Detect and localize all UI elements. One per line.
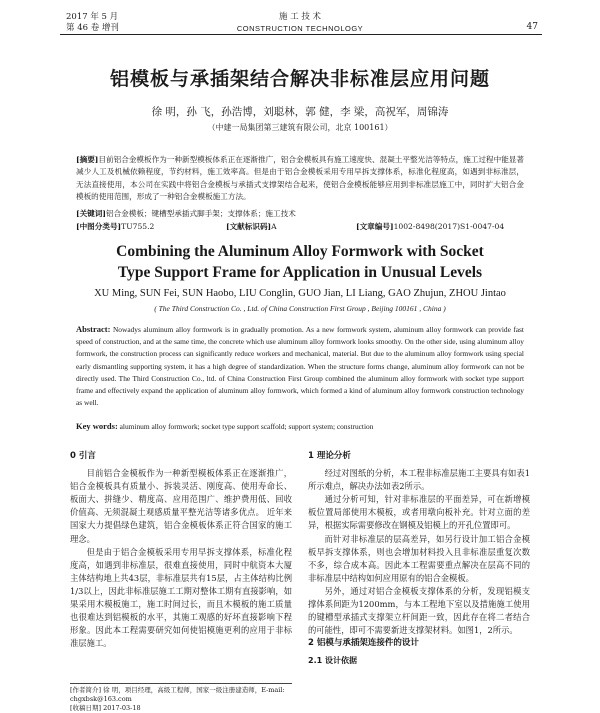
affiliation-chinese: （中建一局集团第三建筑有限公司，北京 100161） [207, 123, 393, 132]
article-value: 1002-8498(2017)S1-0047-04 [393, 222, 505, 231]
title-english-line-2: Type Support Frame for Application in Unusual Levels [117, 264, 483, 281]
paragraph: 目前铝合金模板作为一种新型模板体系正在逐渐推广，铝合金模板具有质量小、拆装灵活、刚度高、使用寿命长、板面大、拼缝少、精度高、应用范围广、维护费用低、回收价值高、无须混凝土观感质量平整光洁等诸多优点。 近年来国家大力提倡绿色建筑，铝合金模板体系正符合国家的施工理念。 [70, 468, 292, 544]
paragraph: 通过分析可知，针对非标准层的平面差异，可在新增模板位置局部使用木模板，或者用墩向板补充。针对立面的差异，根据实际需要修改在钢模及铝模上的开孔位置即可。 [308, 494, 530, 531]
keywords-text-en: aluminum alloy formwork; socket type support scaffold; support system; construction [119, 422, 374, 431]
journal-name-cn: 施 工 技 术 [278, 12, 322, 22]
issue-date: 2017 年 5 月 [66, 12, 119, 22]
keywords-english [76, 421, 524, 431]
abstract-text-en: Nowadys aluminum alloy formwork is in gradually promotion. As a new formwork system, aluminum alloy formwork can provide fast speed of construction, and at the same time, the concrete which use aluminum alloy formwork looks smoothy. On the other side, using aluminum alloy formwork, the construction process can significantly reduce workers and mechanical, material. But due to the aluminum alloy formwork using special early dismantling supporting system, it has a high degree of standardization. When the structure forms change, aluminum alloy formwork can not be directly used. The Third Construction Co., ltd. of China Construction First Group combined the aluminum alloy formwork with socket type support frame and effectively expand the application of aluminum alloy formwork, which formed a kind of aluminum alloy formwork construction technology as well. [76, 325, 524, 408]
subsection-heading: 2.1 设计依据 [308, 656, 357, 666]
keywords-chinese [76, 208, 524, 219]
body-column-left [70, 450, 292, 650]
issue-info [66, 12, 119, 34]
keywords-text-cn: 铝合金模板；键槽型承插式脚手架；支撑体系；施工技术 [105, 209, 296, 218]
abstract-english [76, 323, 524, 409]
section-heading-introduction: 0 引言 [70, 451, 96, 461]
affiliation-english: ( The Third Construction Co. , Ltd. of China Construction First Group , Beijing 100161 , China ) [154, 304, 446, 313]
body-column-right [308, 450, 530, 668]
abstract-label-cn: [摘要] [76, 155, 99, 164]
abstract-text-cn: 目前铝合金模板作为一种新型模板体系正在逐渐推广，铝合金模板具有施工速度快、混凝土平整光洁等特点，施工过程中能显著减少人工及机械依赖程度，节约材料，施工效率高。但是由于铝合金模板采用专用早拆支撑体系，标准化程度高，如遇到非标准层，无法直接使用，本公司在实践中将铝合金模板与承插式支撑架结合起来，使铝合金模板能够应用到非标准层施工中，同时扩大铝合金模板的使用范围，形成了一种铝合金模板施工方法。 [76, 155, 525, 201]
doc-value: A [271, 222, 277, 231]
paragraph: 而针对非标准层的层高差异，如另行设计加工铝合金模板早拆支撑体系，则也会增加材料投入且非标准层重复次数不多，综合成本高。因此本工程需要重点解决在层高不同的非标准层中结构如何应用原有的铝合金模板。 [308, 533, 530, 583]
clc-number [76, 221, 226, 232]
keywords-label-cn: [关键词] [76, 209, 106, 218]
doc-label: [文献标识码] [226, 222, 272, 231]
author-bio: [作者简介] 徐 明，项目经理，高级工程师，国家一级注册建造师，E-mail: chgxbsk@163.com [70, 686, 285, 703]
clc-label: [中图分类号] [76, 222, 122, 231]
author-footnote [70, 683, 292, 713]
authors-chinese: 徐 明，孙 飞，孙浩博，刘聪林，郭 健，李 梁，高祝军，周锦涛 [151, 106, 449, 118]
keywords-label-en: Key words: [76, 421, 118, 431]
authors-english: XU Ming, SUN Fei, SUN Haobo, LIU Conglin, GUO Jian, LI Liang, GAO Zhujun, ZHOU Jintao [94, 288, 506, 299]
journal-name [200, 12, 400, 34]
abstract-chinese [76, 154, 524, 203]
document-code [226, 221, 356, 232]
section-heading-design: 2 铝模与承插架连接件的设计 [308, 638, 419, 649]
clc-value: TU755.2 [121, 222, 155, 231]
journal-name-en: CONSTRUCTION TECHNOLOGY [236, 24, 364, 33]
received-date: [收稿日期] 2017-03-18 [70, 704, 141, 712]
issue-volume: 第 46 卷 增刊 [66, 23, 119, 33]
header-divider [60, 34, 542, 35]
article-label: [文章编号] [356, 222, 394, 231]
classification-row [76, 221, 524, 232]
abstract-label-en: Abstract: [76, 324, 111, 334]
title-chinese: 铝模板与承插架结合解决非标准层应用问题 [109, 68, 490, 90]
paragraph: 经过对图纸的分析，本工程非标准层施工主要具有如表1所示难点，解决办法如表2所示。 [308, 468, 530, 492]
paragraph: 另外，通过对铝合金模板支撑体系的分析，发现铝模支撑体系间距为1200mm，与本工程地下室以及措施施工使用的键槽型承插式支撑架立杆间距一致，因此存在将二者结合的可能性，即可不需要新进支撑架材料。如图1，2所示。 [308, 585, 530, 636]
article-number [356, 221, 504, 232]
title-english-line-1: Combining the Aluminum Alloy Formwork with Socket [116, 243, 484, 260]
section-heading-theory: 1 理论分析 [308, 451, 351, 461]
title-english [60, 241, 540, 283]
paragraph: 但是由于铝合金模板采用专用早拆支撑体系，标准化程度高，如遇到非标准层，很难直接使用，同时中航资本大厦主体结构地上共43层，非标准层共有15层，占主体结构比例1/3以上，因此非标准层施工工期对整体工期有直接影响，如果采用木模板施工，施工时间过长，而且木模板的施工质量也很难达到铝模板的水平，其施工观感的好坏直接影响下程形象。因此本工程需要研究如何使铝模施更利的应用于非标准层施工。 [70, 546, 292, 649]
page-number: 47 [526, 22, 538, 32]
